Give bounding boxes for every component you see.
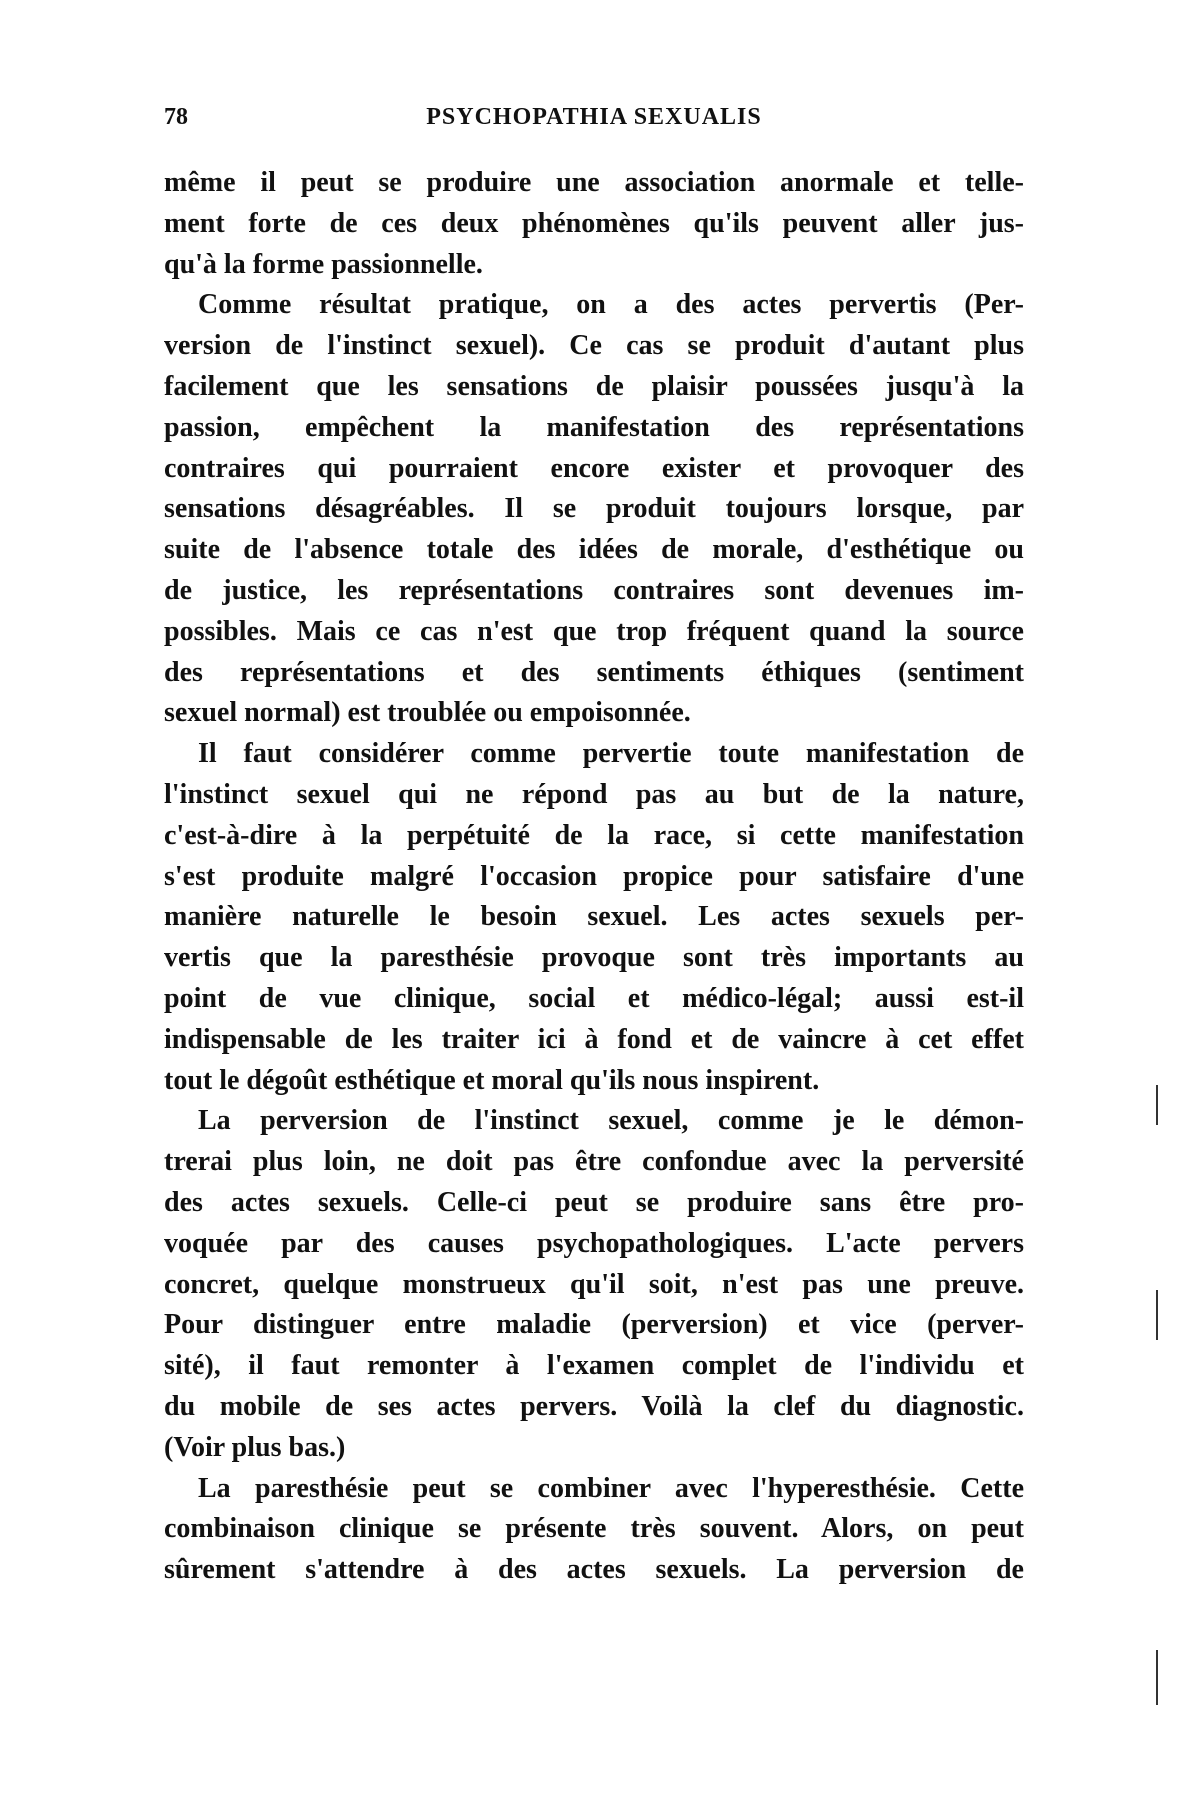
text-line: possibles. Mais ce cas n'est que trop fréquent quand la source [164, 615, 1024, 647]
text-line: passion, empêchent la manifestation des représentations [164, 411, 1024, 443]
text-line: de justice, les représentations contraires sont devenues im- [164, 574, 1024, 606]
text-line: voquée par des causes psychopathologiques. L'acte pervers [164, 1227, 1024, 1259]
text-line: suite de l'absence totale des idées de morale, d'esthétique ou [164, 534, 1024, 566]
text-line: des représentations et des sentiments éthiques (sentiment [164, 656, 1024, 688]
text-line: point de vue clinique, social et médico-légal; aussi est-il [164, 982, 1024, 1014]
text-line: Pour distinguer entre maladie (perversion) et vice (perver- [164, 1309, 1024, 1341]
page-header [164, 104, 1024, 144]
text-line: facilement que les sensations de plaisir poussées jusqu'à la [164, 370, 1024, 402]
text-line: c'est-à-dire à la perpétuité de la race, si cette manifestation [164, 819, 1024, 851]
text-line: du mobile de ses actes pervers. Voilà la clef du diagnostic. [164, 1390, 1024, 1422]
text-line: des actes sexuels. Celle-ci peut se produire sans être pro- [164, 1186, 1024, 1218]
scan-margin-mark [1156, 1085, 1158, 1125]
body-text [164, 163, 1024, 1591]
scan-margin-mark [1156, 1290, 1158, 1340]
text-line: sensations désagréables. Il se produit toujours lorsque, par [164, 493, 1024, 525]
text-line: sité), il faut remonter à l'examen complet de l'individu et [164, 1350, 1024, 1382]
text-line: même il peut se produire une association anormale et telle- [164, 167, 1024, 198]
text-line: tout le dégoût esthétique et moral qu'ils nous inspirent. [164, 1064, 820, 1096]
text-line: trerai plus loin, ne doit pas être confondue avec la perversité [164, 1146, 1024, 1178]
text-line: l'instinct sexuel qui ne répond pas au but de la nature, [164, 778, 1024, 810]
text-line: sexuel normal) est troublée ou empoisonnée. [164, 697, 691, 729]
text-line: concret, quelque monstrueux qu'il soit, n'est pas une preuve. [164, 1268, 1024, 1300]
text-line: La perversion de l'instinct sexuel, comme je le démon- [198, 1105, 1024, 1137]
text-line: combinaison clinique se présente très souvent. Alors, on peut [164, 1513, 1024, 1545]
text-line: ment forte de ces deux phénomènes qu'ils peuvent aller jus- [164, 207, 1024, 239]
text-line: contraires qui pourraient encore exister et provoquer des [164, 452, 1024, 484]
text-line: qu'à la forme passionnelle. [164, 248, 483, 280]
text-line: La paresthésie peut se combiner avec l'hyperesthésie. Cette [198, 1472, 1024, 1504]
text-line: manière naturelle le besoin sexuel. Les actes sexuels per- [164, 901, 1024, 933]
scan-margin-mark [1156, 1650, 1158, 1705]
text-line: sûrement s'attendre à des actes sexuels. La perversion de [164, 1554, 1024, 1586]
text-line: Il faut considérer comme pervertie toute manifestation de [198, 738, 1024, 770]
text-line: vertis que la paresthésie provoque sont très importants au [164, 942, 1024, 974]
text-line: indispensable de les traiter ici à fond et de vaincre à cet effet [164, 1023, 1024, 1055]
page-number: 78 [164, 104, 188, 130]
text-line: version de l'instinct sexuel). Ce cas se produit d'autant plus [164, 330, 1024, 362]
text-line: (Voir plus bas.) [164, 1431, 346, 1463]
text-line: s'est produite malgré l'occasion propice pour satisfaire d'une [164, 860, 1024, 892]
text-line: Comme résultat pratique, on a des actes pervertis (Per- [198, 289, 1024, 321]
running-title: PSYCHOPATHIA SEXUALIS [426, 104, 762, 130]
